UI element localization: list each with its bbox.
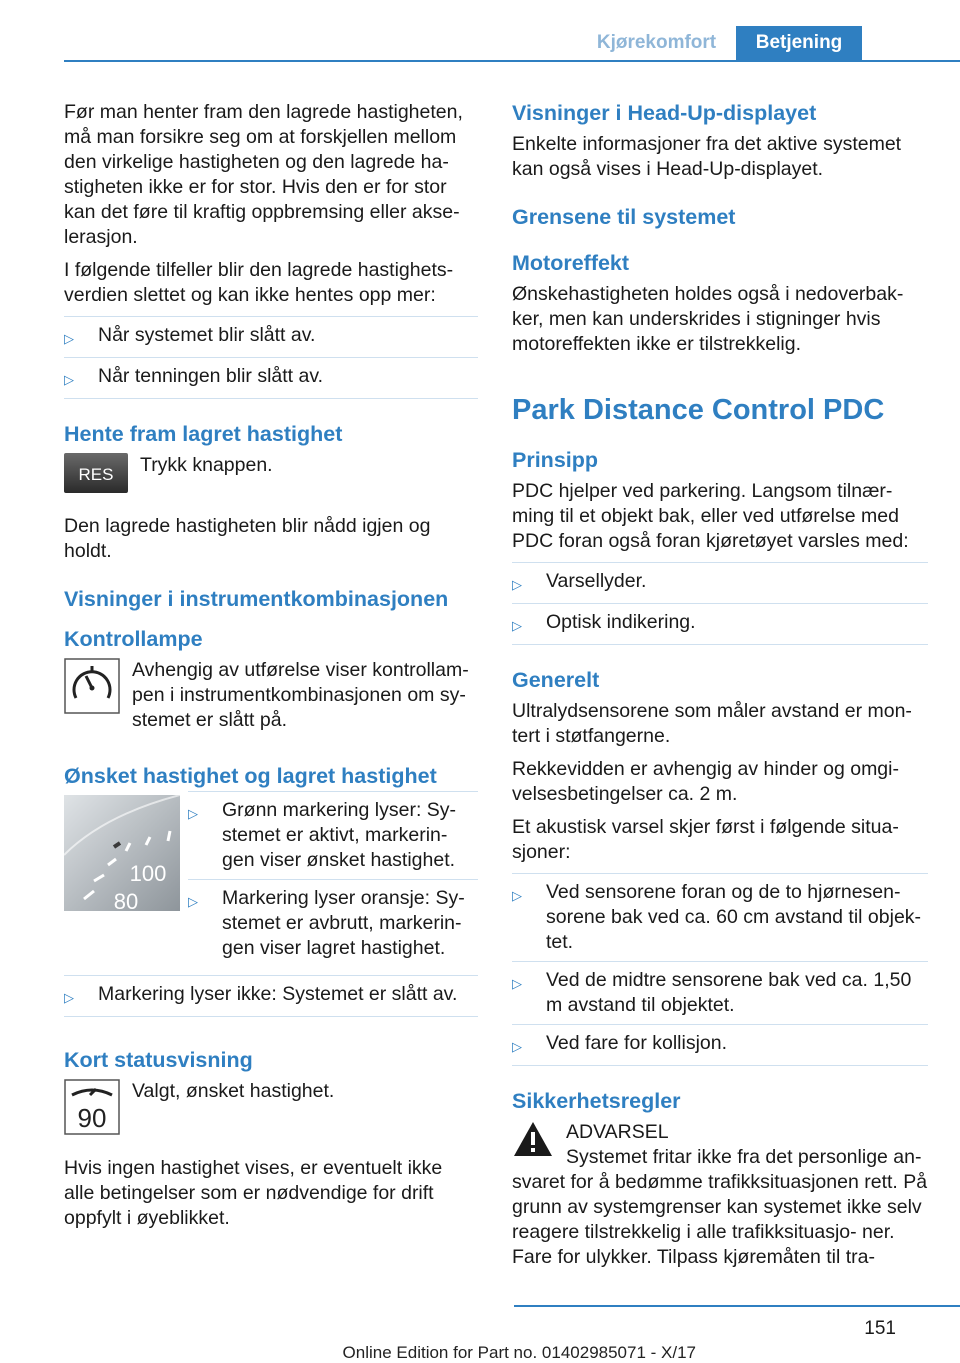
list-item: ▷ Ved de midtre sensorene bak ved ca. 1,50 m avstand til objektet.	[512, 961, 928, 1024]
paragraph: Hvis ingen hastighet vises, er eventuelt ikke alle betingelser som er nødvendige for drift oppfylt i øyeblikket.	[64, 1157, 443, 1229]
page-number: 151	[864, 1318, 896, 1339]
list-item: ▷ Grønn markering lyser: Sy‐ stemet er aktivt, markerin‐ gen viser ønsket hastighet.	[188, 791, 478, 879]
triangle-bullet-icon: ▷	[188, 894, 198, 909]
paragraph: Enkelte informasjoner fra det aktive systemet kan også vises i Head-Up-displayet.	[512, 133, 902, 180]
bullet-list	[188, 791, 478, 967]
heading-hente: Hente fram lagret hastighet	[64, 422, 343, 446]
triangle-bullet-icon: ▷	[512, 577, 522, 592]
bullet-list	[512, 562, 928, 645]
footer-rule	[514, 1305, 960, 1307]
kontroll-text: Avhengig av utførelse viser kontrollam‐ pen i instrumentkombinasjonen om sy‐ stemet er slått på.	[132, 659, 469, 731]
speedo-label-100: 100	[129, 861, 167, 886]
right-column	[512, 100, 928, 1278]
speedo-label-80: 80	[113, 889, 139, 911]
res-row	[64, 453, 478, 500]
bullet-list	[512, 873, 928, 1066]
triangle-bullet-icon: ▷	[188, 806, 198, 821]
heading-sikkerhetsregler: Sikkerhetsregler	[512, 1089, 681, 1113]
warning-row	[512, 1120, 928, 1170]
heading-generelt: Generelt	[512, 668, 600, 692]
paragraph: Den lagrede hastigheten blir nådd igjen og holdt.	[64, 515, 431, 562]
list-item: ▷ Når tenningen blir slått av.	[64, 357, 478, 399]
res-button-icon	[64, 453, 128, 500]
paragraph: PDC hjelper ved parkering. Langsom tilnær‐ ming til et objekt bak, eller ved utførelse med PDC foran også foran kjøretøyet varsles med:	[512, 480, 909, 552]
warning-text-first: Systemet fritar ikke fra det personlige an‐	[566, 1146, 922, 1168]
list-item: ▷ Ved fare for kollisjon.	[512, 1024, 928, 1066]
triangle-bullet-icon: ▷	[512, 888, 522, 903]
heading-kort-status: Kort statusvisning	[64, 1048, 253, 1072]
list-item: ▷ Optisk indikering.	[512, 603, 928, 645]
list-item: ▷ Varsellyder.	[512, 562, 928, 603]
list-item: ▷ Markering lyser ikke: Systemet er slått av.	[64, 975, 478, 1017]
warning-title: ADVARSEL	[566, 1121, 669, 1143]
bullet-list	[64, 975, 478, 1017]
triangle-bullet-icon: ▷	[64, 331, 74, 346]
speedo-row	[64, 795, 478, 975]
bullet-list	[64, 316, 478, 399]
set-speed-icon	[64, 1079, 120, 1142]
set-speed-number: 90	[77, 1103, 107, 1133]
hente-text: Trykk knappen.	[140, 454, 273, 476]
triangle-bullet-icon: ▷	[64, 990, 74, 1005]
kort-row	[64, 1079, 478, 1142]
tab-betjening[interactable]: Betjening	[736, 26, 862, 62]
left-column	[64, 100, 478, 1239]
heading-pdc: Park Distance Control PDC	[512, 394, 885, 426]
res-label: RES	[78, 465, 114, 484]
paragraph: Et akustisk varsel skjer først i følgende situa‐ sjoner:	[512, 816, 899, 863]
warning-text: svaret for å bedømme trafikksituasjonen rett. På grunn av systemgrenser kan systemet ikke selv reagere tilstrekkelig i alle trafikksituasjo‐ ner. Fare for ulykker. Tilpass kjøremåten til tra‐	[512, 1171, 928, 1268]
edition-text: Online Edition for Part no. 01402985071 - X/17	[342, 1343, 696, 1362]
triangle-bullet-icon: ▷	[512, 1039, 522, 1054]
tab-kjorekomfort[interactable]: Kjørekomfort	[596, 32, 717, 53]
heading-motoreffekt: Motoreffekt	[512, 251, 630, 275]
heading-onsket: Ønsket hastighet og lagret hastighet	[64, 764, 437, 788]
paragraph: Ultralydsensorene som måler avstand er mon‐ tert i støtfangerne.	[512, 700, 912, 747]
speedometer-image	[64, 795, 180, 918]
kontroll-row	[64, 658, 478, 733]
list-item: ▷ Ved sensorene foran og de to hjørnesen‐ sorene bak ved ca. 60 cm avstand til objek‐ tet.	[512, 873, 928, 961]
heading-kontrollampe: Kontrollampe	[64, 627, 203, 651]
paragraph: Ønskehastigheten holdes også i nedoverbak‐ ker, men kan underskrides i stigninger hvis motoreffekten ikke er tilstrekkelig.	[512, 283, 904, 355]
triangle-bullet-icon: ▷	[64, 372, 74, 387]
heading-visninger-instrument: Visninger i instrumentkombinasjonen	[64, 587, 449, 611]
warning-triangle-icon	[512, 1120, 554, 1165]
heading-prinsipp: Prinsipp	[512, 448, 599, 472]
heading-grensene: Grensene til systemet	[512, 205, 736, 229]
list-item: ▷ Når systemet blir slått av.	[64, 316, 478, 357]
cruise-control-icon	[64, 658, 120, 721]
heading-hud: Visninger i Head-Up-displayet	[512, 101, 817, 125]
triangle-bullet-icon: ▷	[512, 618, 522, 633]
paragraph: Rekkevidden er avhengig av hinder og omgi‐ velsesbetingelser ca. 2 m.	[512, 758, 899, 805]
kort-text: Valgt, ønsket hastighet.	[132, 1080, 335, 1102]
list-item: ▷ Markering lyser oransje: Sy‐ stemet er avbrutt, markerin‐ gen viser lagret hastighet.	[188, 879, 478, 967]
paragraph: Før man henter fram den lagrede hastigheten, må man forsikre seg om at forskjellen mellom den virkelige hastigheten og den lagrede ha‐ stigheten ikke er for stor. Hvis den er for stor kan det føre til kraftig oppbremsing eller akse‐ lerasjon.	[64, 101, 463, 248]
triangle-bullet-icon: ▷	[512, 976, 522, 991]
paragraph: I følgende tilfeller blir den lagrede hastighets‐ verdien slettet og kan ikke hentes opp mer:	[64, 259, 454, 306]
